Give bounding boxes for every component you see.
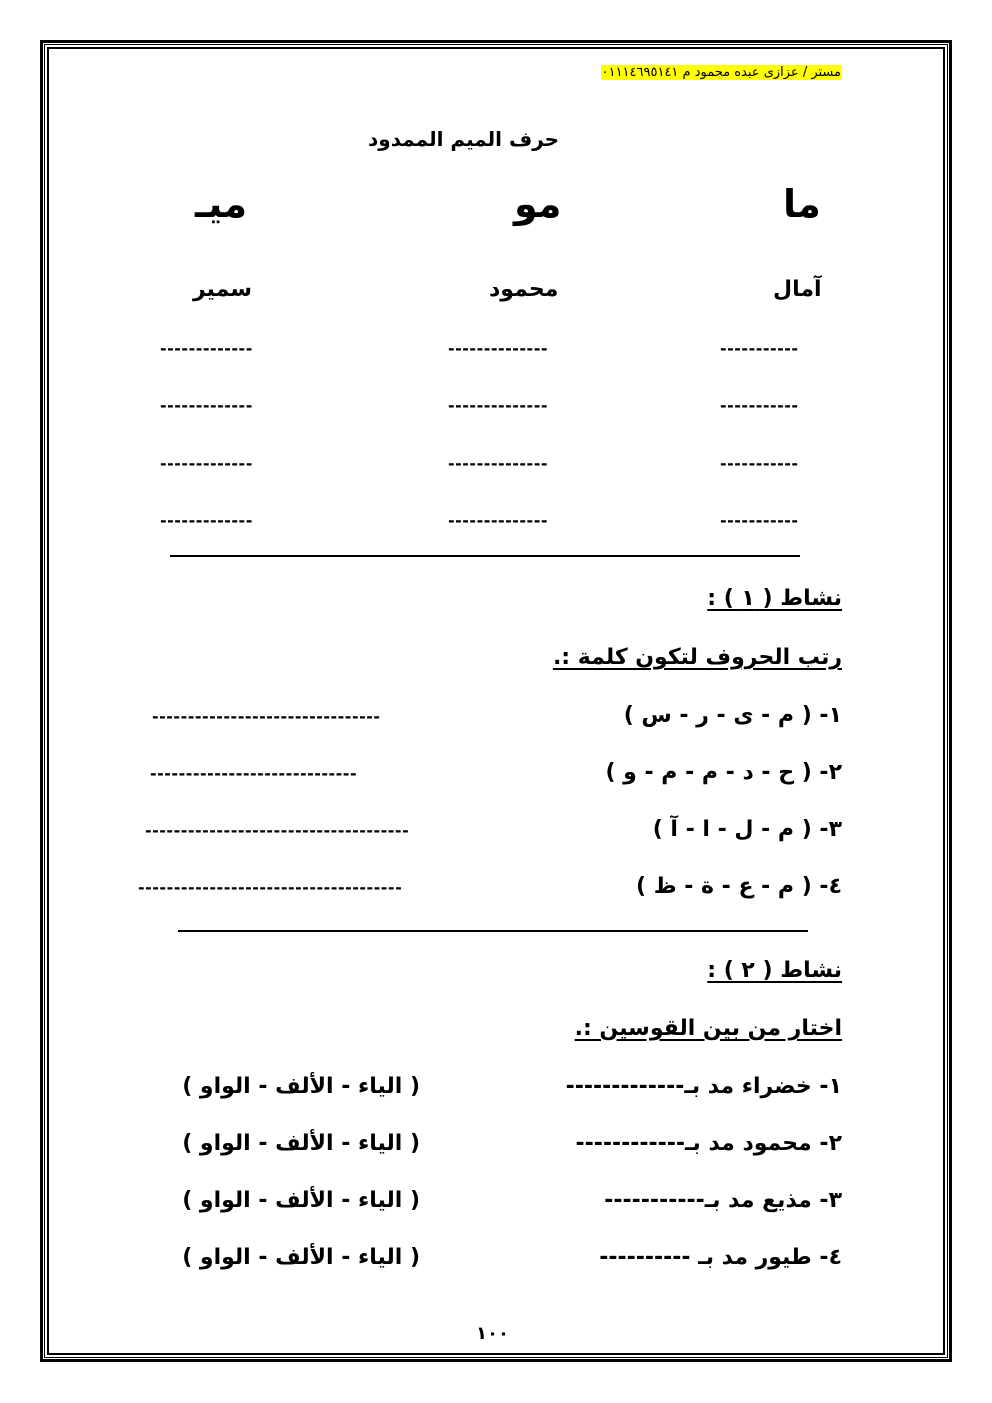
practice-line: --------------	[448, 511, 548, 530]
answer-line: -------------------------------------	[138, 878, 403, 897]
practice-line: --------------	[448, 339, 548, 358]
example-word-2: محمود	[489, 277, 559, 302]
activity2-item-2: ٢- محمود مد بـ------------	[575, 1131, 842, 1156]
letter-form-waw: مو	[514, 182, 562, 226]
activity2-item-3: ٣- مذيع مد بـ-----------	[604, 1188, 842, 1213]
activity2-item-4: ٤- طيور مد بـ ----------	[599, 1245, 842, 1270]
activity1-instruction: رتب الحروف لتكون كلمة :.	[552, 645, 842, 670]
practice-line: --------------	[448, 454, 548, 473]
answer-line: --------------------------------	[152, 707, 381, 726]
practice-line: -------------	[160, 511, 253, 530]
activity1-item-1: ١- ( م - ى - ر - س )	[623, 703, 842, 728]
activity1-item-4: ٤- ( م - ع - ة - ظ )	[636, 874, 842, 899]
practice-line: -----------	[720, 454, 799, 473]
practice-line: -------------	[160, 396, 253, 415]
activity2-item-1: ١- خضراء مد بـ-------------	[565, 1074, 842, 1099]
header-credit: مستر / عزازى عبده محمود م ٠١١١٤٦٩٥١٤١	[601, 65, 841, 80]
activity2-options-2: ( الياء - الألف - الواو )	[182, 1131, 420, 1156]
activity2-instruction: اختار من بين القوسين :.	[574, 1016, 842, 1041]
practice-line: --------------	[448, 396, 548, 415]
practice-line: -----------	[720, 339, 799, 358]
activity1-item-3: ٣- ( م - ل - ا - آ )	[652, 817, 842, 842]
activity2-options-3: ( الياء - الألف - الواو )	[182, 1188, 420, 1213]
activity1-heading: نشاط ( ١ ) :	[707, 586, 842, 611]
activity2-heading: نشاط ( ٢ ) :	[707, 958, 842, 983]
section-divider	[178, 930, 808, 932]
example-word-1: آمال	[773, 277, 822, 302]
activity1-item-2: ٢- ( ح - د - م - م - و )	[605, 760, 842, 785]
activity2-options-1: ( الياء - الألف - الواو )	[182, 1074, 420, 1099]
letter-form-yaa: ميـ	[195, 182, 248, 226]
answer-line: -----------------------------	[150, 764, 358, 783]
practice-line: -----------	[720, 511, 799, 530]
letter-form-alif: ما	[783, 182, 821, 226]
example-word-3: سمير	[193, 277, 253, 302]
practice-line: -------------	[160, 339, 253, 358]
answer-line: -------------------------------------	[145, 821, 410, 840]
page-title: حرف الميم الممدود	[368, 127, 560, 151]
page-border-inner	[47, 47, 945, 1355]
practice-line: -------------	[160, 454, 253, 473]
page-number: ١٠٠	[476, 1323, 509, 1344]
section-divider	[170, 555, 800, 557]
activity2-options-4: ( الياء - الألف - الواو )	[182, 1245, 420, 1270]
practice-line: -----------	[720, 396, 799, 415]
